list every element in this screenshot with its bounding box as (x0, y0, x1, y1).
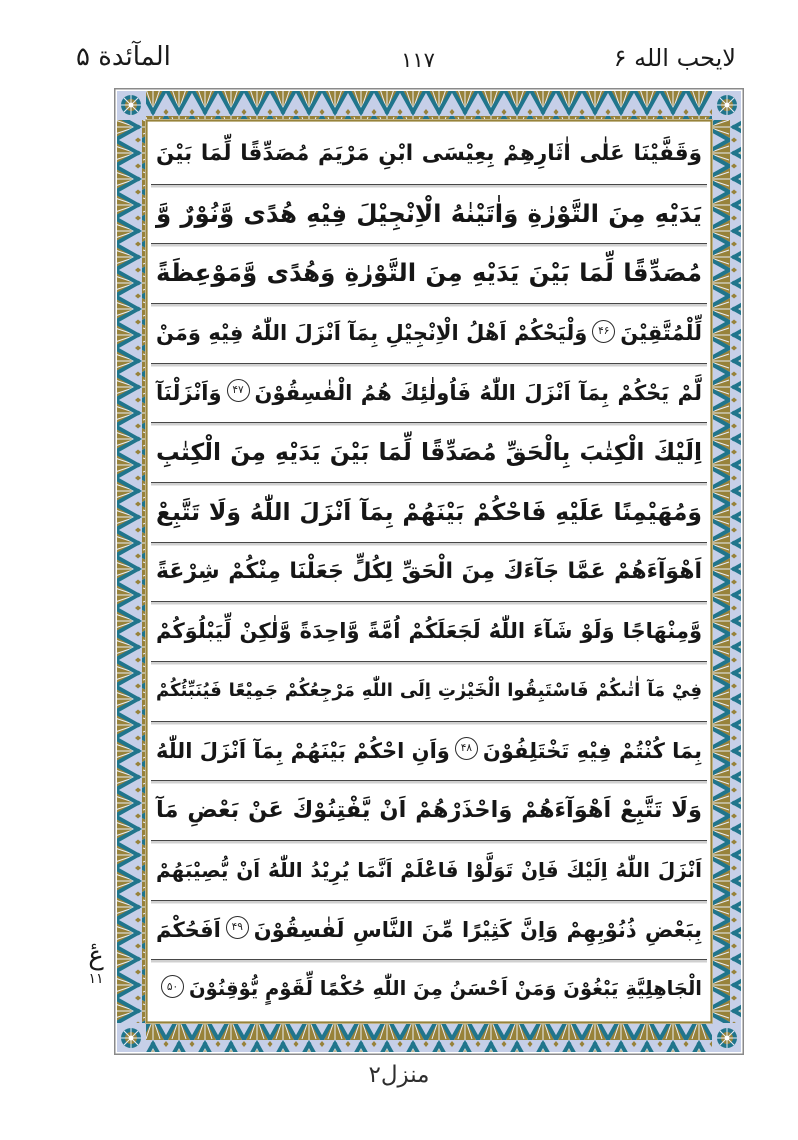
ayah-text: وَّمِنْهَاجًا وَلَوْ شَآءَ اللّٰهُ لَجَعَلَكُمْ اُمَّةً وَّاحِدَةً وَّلٰكِنْ لِّيَبْلُوَكُمْ (156, 619, 702, 644)
ruku-ain-symbol: عٔ (88, 941, 104, 971)
quran-line (151, 364, 707, 424)
ayah-text: وَاَنِ احْكُمْ بَيْنَهُمْ بِمَآ اَنْزَلَ اللّٰهُ (156, 738, 450, 763)
quran-line-text (156, 662, 702, 721)
ayah-text: بِمَا كُنْتُمْ فِيْهِ تَخْتَلِفُوْنَ (482, 738, 702, 763)
quran-line (151, 901, 707, 961)
ayah-text: لَّمْ يَحْكُمْ بِمَآ اَنْزَلَ اللّٰهُ فَاُولٰئِكَ هُمُ الْفٰسِقُوْنَ (254, 380, 702, 405)
ayah-text: اَفَحُكْمَ (156, 917, 221, 942)
quran-line (151, 423, 707, 483)
header-page-number: ۱۱۷ (401, 48, 435, 72)
quran-line (151, 244, 707, 304)
ayah-text: وَلَا تَتَّبِعْ اَهْوَآءَهُمْ وَاحْذَرْهُمْ اَنْ يَّفْتِنُوْكَ عَنْ بَعْضِ مَآ (156, 797, 702, 824)
quran-line-text (156, 423, 702, 482)
ayah-text: وَاَنْزَلْنَآ (156, 380, 222, 405)
quran-line-text (156, 841, 702, 900)
quran-line-text (156, 304, 702, 363)
quran-line (151, 602, 707, 662)
quran-line-text (156, 483, 702, 542)
quran-line (151, 960, 707, 1019)
quran-line (151, 841, 707, 901)
header-juz-label: لايحب الله ۶ (613, 44, 736, 72)
manzil-label: منزل۲ (368, 1062, 430, 1088)
corner-rosette-tr (712, 91, 741, 120)
ayah-end-marker: ۴۷ (227, 379, 250, 402)
quran-line-text (156, 125, 702, 184)
ruku-marker (76, 942, 116, 987)
ayah-text: مُصَدِّقًا لِّمَا بَيْنَ يَدَيْهِ مِنَ التَّوْرٰةِ وَهُدًى وَّمَوْعِظَةً (156, 258, 702, 288)
corner-rosette-tl (117, 91, 146, 120)
quran-line (151, 185, 707, 245)
ayah-end-marker: ۴۹ (226, 916, 249, 939)
quran-line (151, 483, 707, 543)
ayah-text: فِيْ مَآ اٰتٰىكُمْ فَاسْتَبِقُوا الْخَيْرٰتِ اِلَى اللّٰهِ مَرْجِعُكُمْ جَمِيْعًا فَيُنَبِّئُكُمْ (156, 680, 702, 702)
quran-line (151, 722, 707, 782)
quran-line (151, 125, 707, 185)
ayah-end-marker: ۴۶ (592, 320, 615, 343)
ayah-text: وَقَفَّيْنَا عَلٰى اٰثَارِهِمْ بِعِيْسَى ابْنِ مَرْيَمَ مُصَدِّقًا لِّمَا بَيْنَ (156, 141, 702, 166)
quran-text-area (151, 125, 707, 1019)
quran-line-text (156, 960, 702, 1019)
quran-line-text (156, 185, 702, 244)
quran-line-text (156, 901, 702, 960)
corner-rosette-bl (117, 1023, 146, 1052)
quran-line-text (156, 364, 702, 423)
ayah-text: لِّلْمُتَّقِيْنَ (620, 321, 702, 346)
ayah-end-marker: ۵۰ (161, 975, 184, 998)
ayah-text: بِبَعْضِ ذُنُوْبِهِمْ وَاِنَّ كَثِيْرًا مِّنَ النَّاسِ لَفٰسِقُوْنَ (253, 917, 702, 942)
quran-line-text (156, 244, 702, 303)
ayah-text: وَمُهَيْمِنًا عَلَيْهِ فَاحْكُمْ بَيْنَهُمْ بِمَآ اَنْزَلَ اللّٰهُ وَلَا تَتَّبِعْ (156, 498, 702, 527)
quran-line (151, 662, 707, 722)
quran-line (151, 543, 707, 603)
quran-line (151, 781, 707, 841)
ayah-text: يَدَيْهِ مِنَ التَّوْرٰةِ وَاٰتَيْنٰهُ الْاِنْجِيْلَ فِيْهِ هُدًى وَّنُوْرٌ وَّ (156, 198, 702, 228)
header-surah-label: المآئدة ۵ (76, 42, 171, 72)
quran-line-text (156, 781, 702, 840)
quran-line-text (156, 602, 702, 661)
ruku-number: ۱۱ (88, 970, 104, 987)
quran-line-text (156, 722, 702, 781)
ayah-text: وَلْيَحْكُمْ اَهْلُ الْاِنْجِيْلِ بِمَآ اَنْزَلَ اللّٰهُ فِيْهِ وَمَنْ (156, 321, 588, 346)
quran-line (151, 304, 707, 364)
corner-rosette-br (712, 1023, 741, 1052)
ayah-text: اَنْزَلَ اللّٰهُ اِلَيْكَ فَاِنْ تَوَلَّوْا فَاعْلَمْ اَنَّمَا يُرِيْدُ اللّٰهُ اَنْ يُّصِيْبَهُمْ (156, 858, 702, 883)
quran-line-text (156, 543, 702, 602)
ayah-text: اَهْوَآءَهُمْ عَمَّا جَآءَكَ مِنَ الْحَقِّ لِكُلٍّ جَعَلْنَا مِنْكُمْ شِرْعَةً (156, 558, 702, 584)
ayah-end-marker: ۴۸ (455, 737, 478, 760)
ayah-text: اِلَيْكَ الْكِتٰبَ بِالْحَقِّ مُصَدِّقًا لِّمَا بَيْنَ يَدَيْهِ مِنَ الْكِتٰبِ (156, 438, 702, 467)
ayah-text: الْجَاهِلِيَّةِ يَبْغُوْنَ وَمَنْ اَحْسَنُ مِنَ اللّٰهِ حُكْمًا لِّقَوْمٍ يُّوْقِنُوْنَ (189, 977, 702, 1001)
